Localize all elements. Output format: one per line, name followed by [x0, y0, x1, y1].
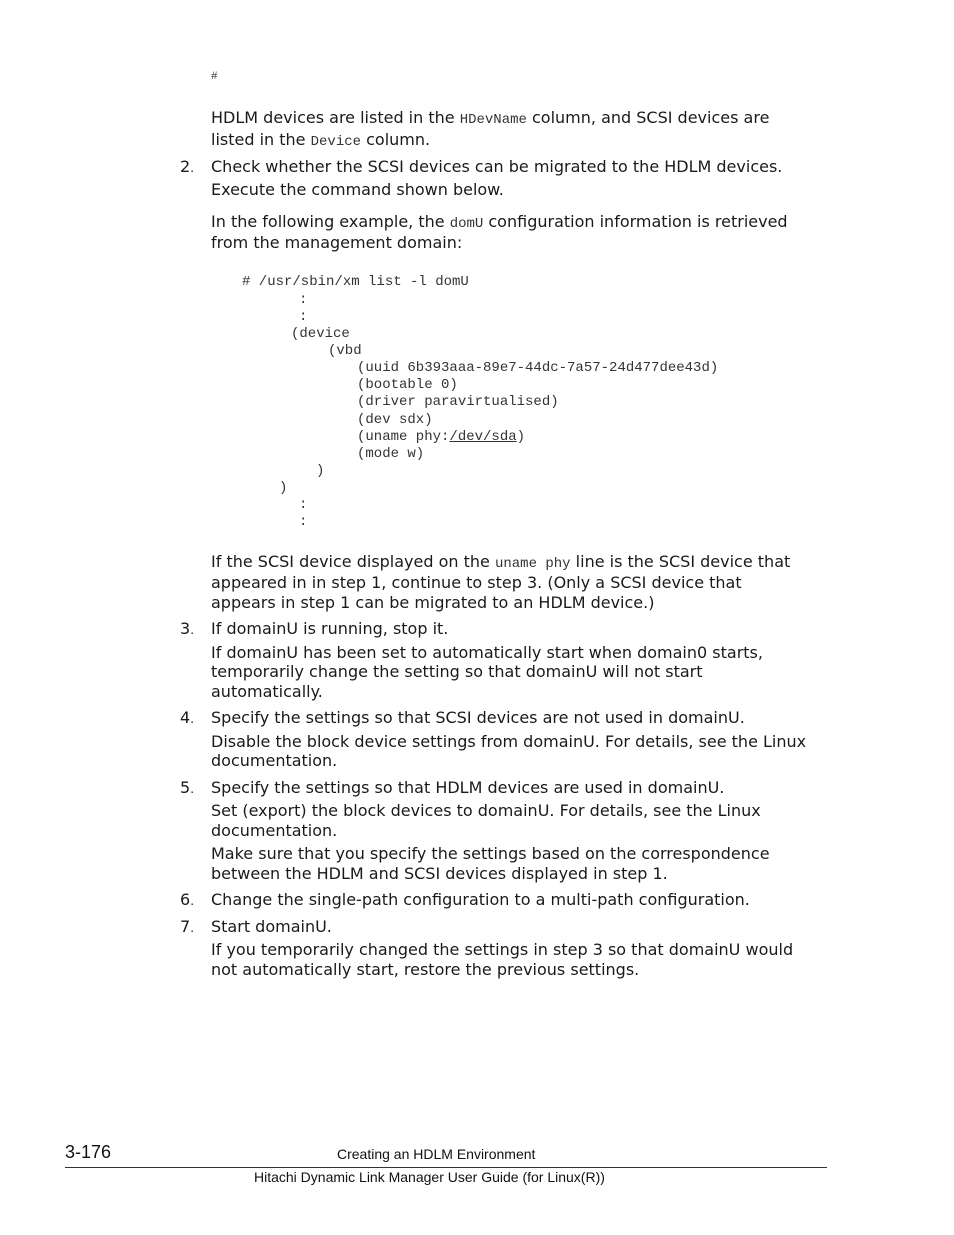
after-code-line-1: If the SCSI device displayed on the uname phy line is the SCSI device that [211, 552, 791, 572]
step-number: 6. [180, 890, 195, 909]
intro-text: HDLM devices are listed in the [211, 108, 460, 127]
code-line: (dev sdx) [357, 412, 433, 428]
step-2-instruction: Execute the command shown below. [211, 180, 504, 199]
code-line: (uuid 6b393aaa-89e7-44dc-7a57-24d477dee43d) [357, 360, 719, 376]
code-line: (uname phy:/dev/sda) [357, 429, 526, 445]
intro-text: column. [361, 130, 431, 149]
code-line: (bootable 0) [357, 377, 458, 393]
footer-section-title: Creating an HDLM Environment [337, 1146, 536, 1162]
step-3-detail: If domainU has been set to automatically start when domain0 starts, [211, 643, 763, 662]
intro-text: listed in the [211, 130, 311, 149]
step-3-heading: If domainU is running, stop it. [211, 619, 449, 638]
step-number: 3. [180, 619, 195, 638]
step-3-detail: temporarily change the setting so that domainU will not start [211, 662, 703, 681]
intro-text: column, and SCSI devices are [526, 108, 770, 127]
step-2-example-line-2: from the management domain: [211, 233, 463, 252]
code-line: : [299, 497, 308, 513]
step-5-detail: between the HDLM and SCSI devices displayed in step 1. [211, 864, 668, 883]
step-number: 4. [180, 708, 195, 727]
step-5-detail: Make sure that you specify the settings based on the correspondence [211, 844, 770, 863]
after-code-line-3: appears in step 1 can be migrated to an HDLM device.) [211, 593, 655, 612]
inline-code-hdevname: HDevName [459, 112, 527, 128]
footer-book-title: Hitachi Dynamic Link Manager User Guide (for Linux(R)) [254, 1169, 605, 1185]
intro-line-2 [211, 130, 430, 152]
inline-code-domu: domU [449, 216, 484, 232]
step-4-heading: Specify the settings so that SCSI devices are not used in domainU. [211, 708, 745, 727]
code-line: (vbd [328, 343, 362, 359]
after-code-line-2: appeared in in step 1, continue to step 3. (Only a SCSI device that [211, 573, 742, 592]
code-line: # /usr/sbin/xm list -l domU [242, 274, 469, 290]
inline-code-uname-phy: uname phy [494, 556, 571, 572]
inline-code-device: Device [310, 134, 362, 150]
step-5-detail: documentation. [211, 821, 338, 840]
code-line: : [299, 514, 308, 530]
shell-prompt: # [211, 71, 218, 83]
step-7-detail: not automatically start, restore the previous settings. [211, 960, 640, 979]
code-line: ) [316, 463, 325, 479]
footer-divider [65, 1167, 827, 1168]
step-number: 2. [180, 157, 195, 176]
step-5-heading: Specify the settings so that HDLM devices are used in domainU. [211, 778, 725, 797]
intro-line-1 [211, 108, 769, 130]
step-number: 5. [180, 778, 195, 797]
step-2-example-line-1: In the following example, the domU configuration information is retrieved [211, 212, 788, 232]
device-path-link[interactable]: /dev/sda [449, 429, 517, 445]
code-line: (device [291, 326, 350, 342]
step-6-heading: Change the single-path configuration to a multi-path configuration. [211, 890, 750, 909]
code-line: (driver paravirtualised) [357, 394, 559, 410]
step-3-detail: automatically. [211, 682, 323, 701]
step-2-heading: Check whether the SCSI devices can be migrated to the HDLM devices. [211, 157, 783, 176]
step-number: 7. [180, 917, 195, 936]
step-4-detail: Disable the block device settings from domainU. For details, see the Linux [211, 732, 807, 751]
page-number: 3-176 [65, 1142, 112, 1162]
code-line: ) [279, 480, 288, 496]
code-line: : [299, 292, 308, 308]
step-7-detail: If you temporarily changed the settings in step 3 so that domainU would [211, 940, 794, 959]
code-line: (mode w) [357, 446, 425, 462]
code-line: : [299, 309, 308, 325]
step-4-detail: documentation. [211, 751, 338, 770]
step-7-heading: Start domainU. [211, 917, 332, 936]
step-5-detail: Set (export) the block devices to domainU. For details, see the Linux [211, 801, 761, 820]
